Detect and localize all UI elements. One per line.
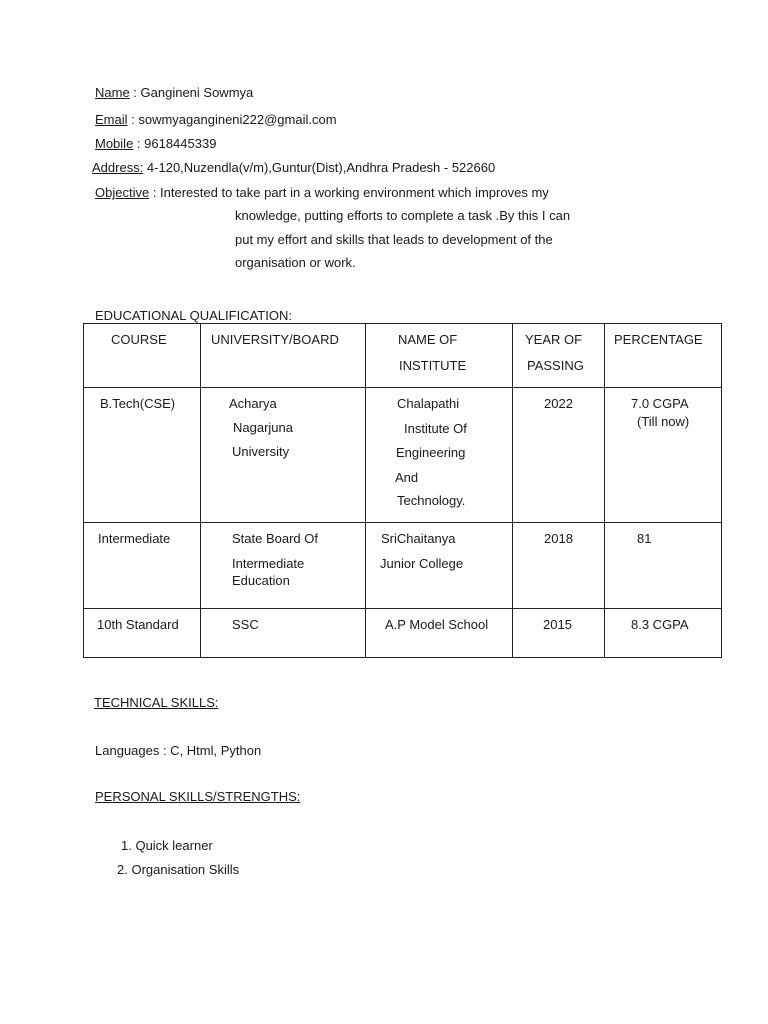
percentage-value: 7.0 CGPA: [631, 396, 689, 411]
university-value: Education: [232, 573, 290, 588]
header-percentage-cell: [605, 324, 722, 388]
table-header-row: [84, 324, 722, 388]
personal-skills-heading: PERSONAL SKILLS/STRENGTHS:: [95, 789, 301, 804]
address-value: 4-120,Nuzendla(v/m),Guntur(Dist),Andhra Pradesh - 522660: [143, 160, 496, 175]
university-value: SSC: [232, 617, 259, 632]
institute-value: Junior College: [380, 556, 464, 571]
objective-continuation: knowledge, putting efforts to complete a task .By this I can: [235, 208, 571, 223]
percentage-value: (Till now): [637, 414, 690, 429]
course-value: Intermediate: [98, 531, 171, 546]
university-value: University: [232, 444, 290, 459]
address-label: Address:: [92, 160, 144, 175]
table-row: [84, 523, 722, 609]
year-value: 2015: [543, 617, 572, 632]
university-value: Intermediate: [232, 556, 305, 571]
university-value: State Board Of: [232, 531, 318, 546]
education-table: [83, 323, 722, 658]
header-university-cell: [201, 324, 366, 388]
institute-value: Engineering: [396, 445, 466, 460]
year-value: 2018: [544, 531, 573, 546]
technical-skills-heading: TECHNICAL SKILLS:: [94, 695, 219, 710]
percentage-cell: [605, 388, 722, 523]
objective-continuation: organisation or work.: [235, 255, 356, 270]
header-university: UNIVERSITY/BOARD: [211, 332, 339, 347]
university-value: Acharya: [229, 396, 277, 411]
email-line: [95, 112, 337, 127]
institute-value: Chalapathi: [397, 396, 460, 411]
year-cell: [513, 388, 605, 523]
header-course: COURSE: [111, 332, 167, 347]
table-row: [84, 609, 722, 658]
institute-cell: [366, 388, 513, 523]
institute-value: A.P Model School: [385, 617, 489, 632]
percentage-value: 8.3 CGPA: [631, 617, 689, 632]
header-percentage: PERCENTAGE: [614, 332, 703, 347]
name-line: [95, 85, 253, 100]
objective-label: Objective: [95, 185, 150, 200]
header-institute: NAME OF: [398, 332, 458, 347]
institute-value: Institute Of: [404, 421, 467, 436]
university-cell: [201, 388, 366, 523]
year-cell: [513, 609, 605, 658]
objective-continuation: put my effort and skills that leads to development of the: [235, 232, 553, 247]
course-value: 10th Standard: [97, 617, 179, 632]
university-cell: [201, 523, 366, 609]
mobile-line: [95, 136, 216, 151]
address-line: [92, 160, 495, 175]
course-value: B.Tech(CSE): [100, 396, 176, 411]
header-year: PASSING: [527, 358, 584, 373]
institute-value: Technology.: [397, 493, 466, 508]
name-value: : Gangineni Sowmya: [129, 85, 254, 100]
list-item: 1. Quick learner: [121, 838, 213, 853]
header-year: YEAR OF: [525, 332, 583, 347]
year-cell: [513, 523, 605, 609]
table-row: [84, 388, 722, 523]
email-label: Email: [95, 112, 128, 127]
percentage-cell: [605, 609, 722, 658]
course-cell: [84, 523, 201, 609]
objective-first-line: : Interested to take part in a working environment which improves my: [149, 185, 549, 200]
institute-cell: [366, 609, 513, 658]
course-cell: [84, 388, 201, 523]
header-institute-cell: [366, 324, 513, 388]
list-item: 2. Organisation Skills: [117, 862, 240, 877]
email-value: : sowmyagangineni222@gmail.com: [127, 112, 337, 127]
university-cell: [201, 609, 366, 658]
percentage-cell: [605, 523, 722, 609]
mobile-value: : 9618445339: [133, 136, 217, 151]
languages-line: Languages : C, Html, Python: [95, 743, 262, 758]
mobile-label: Mobile: [95, 136, 134, 151]
university-value: Nagarjuna: [233, 420, 293, 435]
name-label: Name: [95, 85, 130, 100]
percentage-value: 81: [637, 531, 652, 546]
header-year-cell: [513, 324, 605, 388]
education-heading: EDUCATIONAL QUALIFICATION:: [95, 308, 292, 323]
institute-value: And: [395, 470, 419, 485]
course-cell: [84, 609, 201, 658]
header-institute: INSTITUTE: [399, 358, 467, 373]
institute-value: SriChaitanya: [381, 531, 456, 546]
header-course-cell: [84, 324, 201, 388]
year-value: 2022: [544, 396, 573, 411]
objective-line: [95, 185, 549, 200]
institute-cell: [366, 523, 513, 609]
